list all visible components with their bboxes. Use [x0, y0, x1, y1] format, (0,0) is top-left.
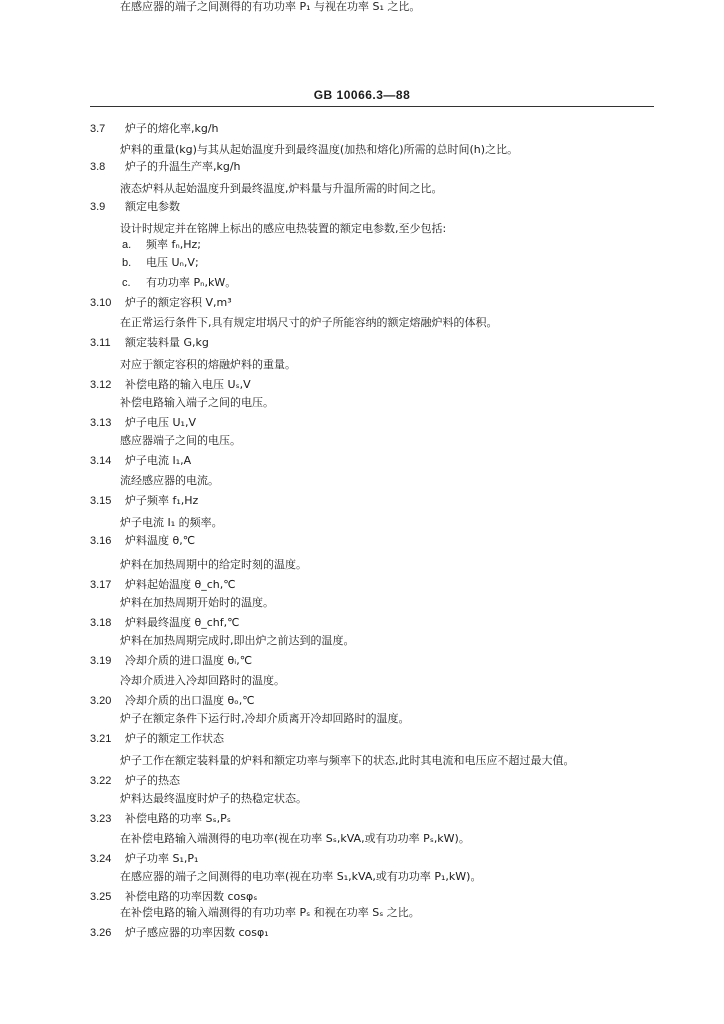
list-item-letter: a.: [122, 239, 132, 251]
term-title: 炉子功率 S₁,P₁: [125, 852, 199, 865]
term-title: 炉料最终温度 θ_chf,℃: [125, 616, 240, 629]
clause-number: 3.10: [90, 297, 112, 309]
clause-number: 3.11: [90, 337, 111, 349]
term-definition: 炉料在加热周期中的给定时刻的温度。: [120, 558, 307, 571]
term-definition: 补偿电路输入端子之间的电压。: [120, 396, 274, 409]
term-title: 额定装料量 G,kg: [125, 336, 209, 349]
term-title: 炉料起始温度 θ_ch,℃: [125, 578, 236, 591]
clause-number: 3.13: [90, 417, 112, 429]
term-title: 额定电参数: [125, 200, 180, 213]
standard-header: GB 10066.3—88: [313, 88, 411, 102]
clause-number: 3.18: [90, 617, 112, 629]
clause-number: 3.15: [90, 495, 112, 507]
term-definition: 炉子工作在额定装料量的炉料和额定功率与频率下的状态,此时其电流和电压应不超过最大值。: [120, 754, 575, 767]
term-title: 炉子的熔化率,kg/h: [125, 122, 219, 135]
list-item-letter: b.: [122, 257, 132, 269]
term-definition: 炉子电流 I₁ 的频率。: [120, 516, 223, 529]
term-title: 炉子的额定工作状态: [125, 732, 224, 745]
clause-number: 3.23: [90, 813, 112, 825]
term-title: 炉料温度 θ,℃: [125, 534, 196, 547]
clause-number: 3.21: [90, 733, 112, 745]
term-definition: 流经感应器的电流。: [120, 474, 219, 487]
clause-number: 3.14: [90, 455, 112, 467]
list-item-letter: c.: [122, 277, 131, 289]
term-title: 炉子的额定容积 V,m³: [125, 296, 232, 309]
term-title: 炉子电压 U₁,V: [125, 416, 196, 429]
clause-number: 3.24: [90, 853, 112, 865]
term-definition: 炉料在加热周期开始时的温度。: [120, 596, 274, 609]
clause-number: 3.25: [90, 891, 112, 903]
clause-number: 3.8: [90, 161, 106, 173]
term-title: 补偿电路的功率因数 cosφₛ: [125, 890, 258, 903]
list-item-text: 电压 Uₙ,V;: [146, 256, 199, 269]
term-definition: 炉料达最终温度时炉子的热稳定状态。: [120, 792, 307, 805]
term-definition: 炉子在额定条件下运行时,冷却介质离开冷却回路时的温度。: [120, 712, 410, 725]
term-definition: 炉料的重量(kg)与其从起始温度升到最终温度(加热和熔化)所需的总时间(h)之比。: [120, 143, 519, 156]
list-item-text: 频率 fₙ,Hz;: [146, 238, 201, 251]
clause-number: 3.16: [90, 535, 112, 547]
term-title: 炉子频率 f₁,Hz: [125, 494, 199, 507]
term-definition: 设计时规定并在铭牌上标出的感应电热装置的额定电参数,至少包括:: [120, 222, 447, 235]
term-title: 炉子感应器的功率因数 cosφ₁: [125, 926, 269, 939]
term-title: 补偿电路的输入电压 Uₛ,V: [125, 378, 251, 391]
term-title: 炉子的热态: [125, 774, 180, 787]
header-rule: [90, 106, 654, 107]
list-item-text: 有功功率 Pₙ,kW。: [146, 276, 237, 289]
term-definition: 炉料在加热周期完成时,即出炉之前达到的温度。: [120, 634, 355, 647]
clause-number: 3.20: [90, 695, 112, 707]
term-definition: 冷却介质进入冷却回路时的温度。: [120, 674, 285, 687]
term-definition: 感应器端子之间的电压。: [120, 434, 241, 447]
clause-number: 3.22: [90, 775, 112, 787]
term-title: 冷却介质的出口温度 θₒ,℃: [125, 694, 255, 707]
term-definition: 在感应器的端子之间测得的有功功率 P₁ 与视在功率 S₁ 之比。: [120, 0, 421, 13]
clause-number: 3.7: [90, 123, 106, 135]
term-definition: 在补偿电路的输入端测得的有功功率 Pₛ 和视在功率 Sₛ 之比。: [120, 906, 420, 919]
term-title: 冷却介质的进口温度 θᵢ,℃: [125, 654, 253, 667]
clause-number: 3.12: [90, 379, 112, 391]
clause-number: 3.26: [90, 927, 112, 939]
term-definition: 在补偿电路输入端测得的电功率(视在功率 Sₛ,kVA,或有功功率 Pₛ,kW)。: [120, 832, 470, 845]
term-definition: 液态炉料从起始温度升到最终温度,炉料量与升温所需的时间之比。: [120, 182, 443, 195]
term-title: 炉子的升温生产率,kg/h: [125, 160, 241, 173]
term-title: 补偿电路的功率 Sₛ,Pₛ: [125, 812, 231, 825]
clause-number: 3.19: [90, 655, 112, 667]
term-title: 炉子电流 I₁,A: [125, 454, 192, 467]
term-definition: 在感应器的端子之间测得的电功率(视在功率 S₁,kVA,或有功功率 P₁,kW)。: [120, 870, 482, 883]
clause-number: 3.17: [90, 579, 112, 591]
term-definition: 对应于额定容积的熔融炉料的重量。: [120, 358, 296, 371]
term-definition: 在正常运行条件下,具有规定坩埚尺寸的炉子所能容纳的额定熔融炉料的体积。: [120, 316, 498, 329]
clause-number: 3.9: [90, 201, 106, 213]
